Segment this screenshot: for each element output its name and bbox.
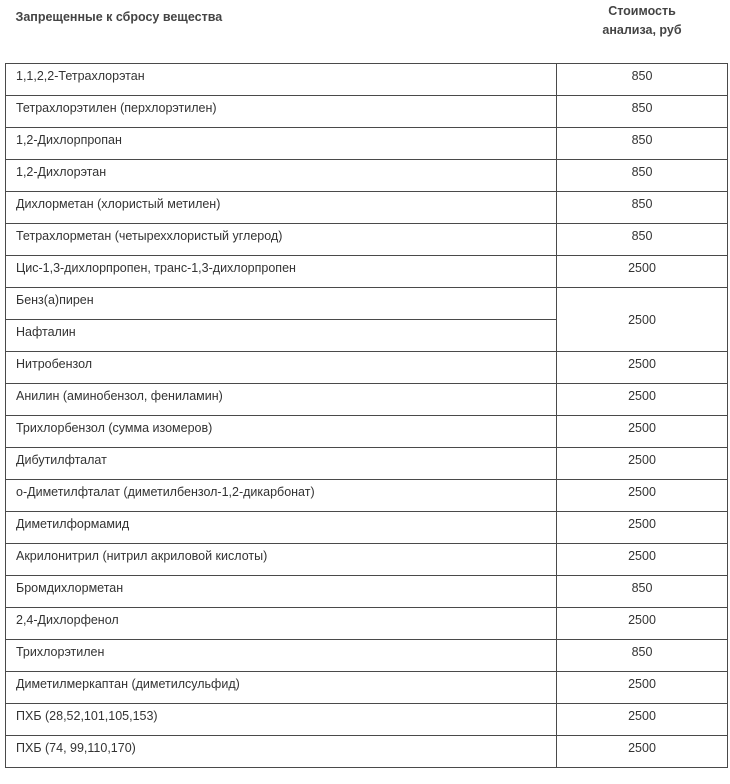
substance-name: ПХБ (28,52,101,105,153) <box>6 704 557 736</box>
substance-name: Цис-1,3-дихлорпропен, транс-1,3-дихлорпропен <box>6 256 557 288</box>
substance-name: 1,2-Дихлорэтан <box>6 160 557 192</box>
analysis-price: 2500 <box>557 512 728 544</box>
substance-name: Бромдихлорметан <box>6 576 557 608</box>
substance-name: 1,2-Дихлорпропан <box>6 128 557 160</box>
analysis-price: 2500 <box>557 288 728 352</box>
analysis-price: 850 <box>557 128 728 160</box>
substance-name: Нафталин <box>6 320 557 352</box>
substance-name: о-Диметилфталат (диметилбензол-1,2-дикарбонат) <box>6 480 557 512</box>
analysis-price: 850 <box>557 640 728 672</box>
substance-name: Бенз(а)пирен <box>6 288 557 320</box>
table-row <box>6 480 728 512</box>
substance-name: ПХБ (74, 99,110,170) <box>6 736 557 768</box>
substance-name: Акрилонитрил (нитрил акриловой кислоты) <box>6 544 557 576</box>
substance-name: Дибутилфталат <box>6 448 557 480</box>
analysis-price: 2500 <box>557 448 728 480</box>
table-row <box>6 672 728 704</box>
table-header-row <box>6 0 728 64</box>
substance-name: Трихлорбензол (сумма изомеров) <box>6 416 557 448</box>
table-row <box>6 352 728 384</box>
column-header-price-line2: анализа, руб <box>602 23 682 37</box>
table-row <box>6 736 728 768</box>
substance-name: Трихлорэтилен <box>6 640 557 672</box>
analysis-price: 2500 <box>557 352 728 384</box>
analysis-price: 2500 <box>557 544 728 576</box>
substance-name: 1,1,2,2-Тетрахлорэтан <box>6 64 557 96</box>
table-row <box>6 512 728 544</box>
analysis-price: 2500 <box>557 384 728 416</box>
analysis-price: 2500 <box>557 672 728 704</box>
analysis-price: 2500 <box>557 416 728 448</box>
table-row <box>6 288 728 320</box>
column-header-substance: Запрещенные к сбросу вещества <box>6 0 557 64</box>
table-row <box>6 608 728 640</box>
table-row <box>6 128 728 160</box>
table-row <box>6 256 728 288</box>
table-row <box>6 96 728 128</box>
substance-name: Тетрахлорметан (четыреххлористый углерод) <box>6 224 557 256</box>
table-row <box>6 640 728 672</box>
analysis-price: 850 <box>557 96 728 128</box>
table-row <box>6 544 728 576</box>
column-header-price-line1: Стоимость <box>608 4 676 18</box>
table-row <box>6 416 728 448</box>
substance-name: Диметилмеркаптан (диметилсульфид) <box>6 672 557 704</box>
analysis-price: 850 <box>557 160 728 192</box>
analysis-price: 2500 <box>557 480 728 512</box>
table-row <box>6 448 728 480</box>
analysis-price: 850 <box>557 64 728 96</box>
table-row <box>6 384 728 416</box>
analysis-price: 850 <box>557 576 728 608</box>
column-header-price <box>557 0 728 64</box>
table-row <box>6 192 728 224</box>
table-row <box>6 160 728 192</box>
table-row <box>6 704 728 736</box>
substance-name: Анилин (аминобензол, фениламин) <box>6 384 557 416</box>
substances-price-table <box>5 0 728 768</box>
analysis-price: 2500 <box>557 704 728 736</box>
analysis-price: 2500 <box>557 736 728 768</box>
table-row <box>6 576 728 608</box>
table-row <box>6 64 728 96</box>
substance-name: Диметилформамид <box>6 512 557 544</box>
substance-name: Дихлорметан (хлористый метилен) <box>6 192 557 224</box>
analysis-price: 850 <box>557 224 728 256</box>
analysis-price: 2500 <box>557 256 728 288</box>
table-row <box>6 224 728 256</box>
analysis-price: 2500 <box>557 608 728 640</box>
analysis-price: 850 <box>557 192 728 224</box>
substance-name: Нитробензол <box>6 352 557 384</box>
substance-name: 2,4-Дихлорфенол <box>6 608 557 640</box>
substance-name: Тетрахлорэтилен (перхлорэтилен) <box>6 96 557 128</box>
table-body <box>6 64 728 768</box>
